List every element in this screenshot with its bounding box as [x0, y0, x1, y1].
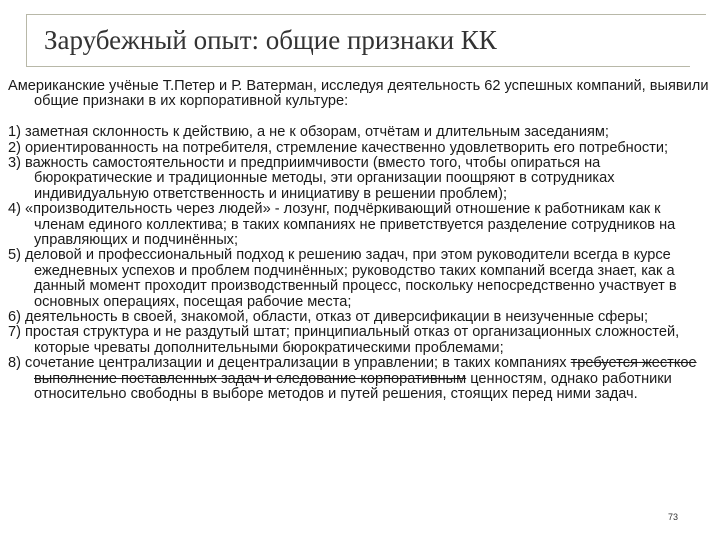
- intro-paragraph: Американские учёные Т.Петер и Р. Ватерман, исследуя деятельность 62 успешных компаний, выявили общие признаки в их корпоративной культуре:: [8, 78, 709, 110]
- list-item-1: 1) заметная склонность к действию, а не к обзорам, отчётам и длительным заседаниям;: [8, 124, 609, 141]
- slide-title: Зарубежный опыт: общие признаки КК: [44, 25, 497, 55]
- list-item-8: [8, 356, 713, 402]
- title-divider: [26, 66, 690, 67]
- list-item-2: 2) ориентированность на потребителя, стремление качественно удовлетворить его потребности;: [8, 139, 669, 156]
- page-number: 73: [667, 512, 678, 522]
- list-item-7: 7) простая структура и не раздутый штат; принципиальный отказ от организационных сложностей, которые чреваты дополнительными бюрократическими проблемами;: [8, 324, 680, 356]
- list-item-8-rest: ценностям, однако работники относительно свободны в выборе методов и путей решения, стоящих перед ними задач.: [34, 370, 672, 403]
- list-item-8-struck-text: требуется жесткое выполнение поставленных задач и следование корпоративным: [34, 355, 697, 387]
- list-item-3: 3) важность самостоятельности и предприимчивости (вместо того, чтобы опираться на бюрократические и традиционные методы, эти организации поощряют в сотрудниках индивидуальную ответственность и инициативу в решении проблем);: [8, 155, 615, 202]
- list-item-6: 6) деятельность в своей, знакомой, области, отказ от диверсификации в неизученные сферы;: [8, 309, 649, 326]
- list-item-5: 5) деловой и профессиональный подход к решению задач, при этом руководители всегда в курсе ежедневных успехов и проблем подчинённых; руководство таких компаний всегда знает, как а данный момент проходит производственный процесс, поскольку непосредственно участвует в основных операциях, посещая рабочие места;: [8, 247, 677, 310]
- slide-body: [8, 79, 713, 403]
- list-item-4: 4) «производительность через людей» - лозунг, подчёркивающий отношение к работникам как к членам единого коллектива; в таких компаниях не приветствуется разделение сотрудников на управляющих и подчинённых;: [8, 201, 676, 249]
- list-item-8-line-1: 8) сочетание централизации и децентрализации в управлении; в таких компаниях: [8, 355, 567, 372]
